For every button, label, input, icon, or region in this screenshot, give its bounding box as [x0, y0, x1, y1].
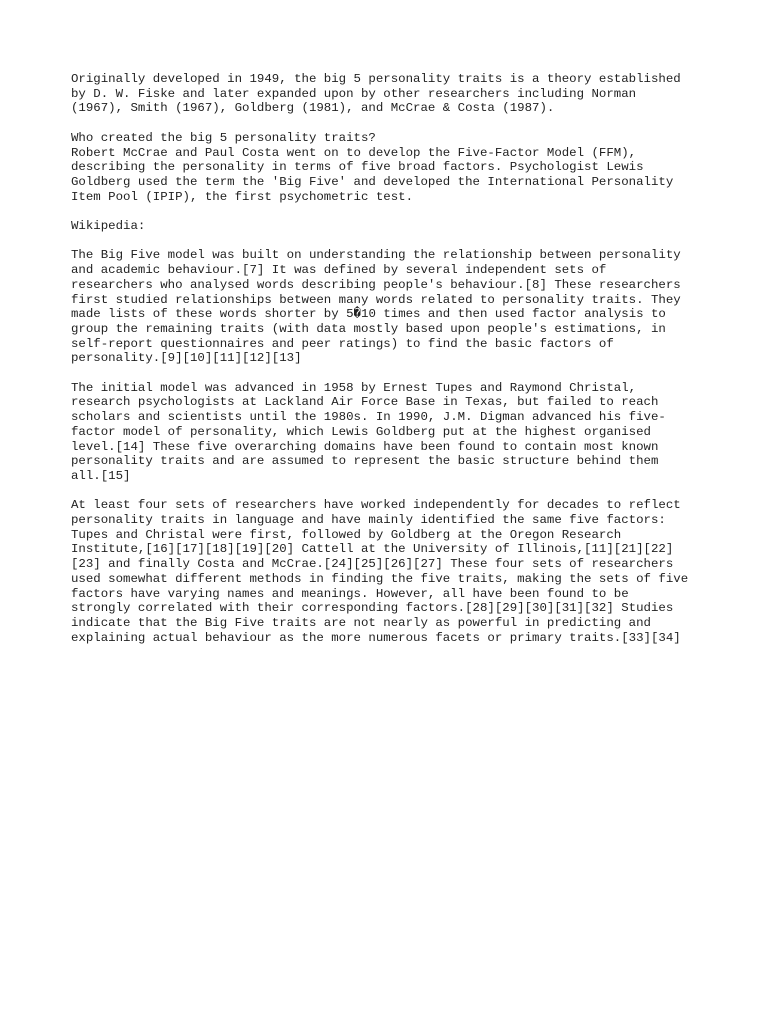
document-body — [71, 72, 711, 660]
text-line: personality traits in language and have mainly identified the same five factors: — [71, 513, 666, 528]
text-line: Originally developed in 1949, the big 5 personality traits is a theory established — [71, 72, 681, 86]
paragraph-wikipedia-label — [71, 219, 711, 234]
paragraph-who-created — [71, 131, 711, 205]
text-line: self-report questionnaires and peer ratings) to find the basic factors of — [71, 336, 614, 351]
text-line: and academic behaviour.[7] It was defined by several independent sets of — [71, 263, 607, 278]
text-line: factor model of personality, which Lewis Goldberg put at the highest organised — [71, 424, 651, 439]
text-line: level.[14] These five overarching domains have been found to contain most known — [71, 439, 659, 454]
text-line: Wikipedia: — [71, 219, 146, 233]
paragraph-initial-model — [71, 381, 711, 484]
text-line: Item Pool (IPIP), the first psychometric test. — [71, 189, 414, 204]
text-line: all.[15] — [71, 468, 131, 483]
text-line: (1967), Smith (1967), Goldberg (1981), and McCrae & Costa (1987). — [71, 101, 555, 116]
text-line: researchers who analysed words describing people's behaviour.[8] These researchers — [71, 277, 681, 292]
text-line: personality traits and are assumed to represent the basic structure behind them — [71, 454, 659, 469]
text-line: explaining actual behaviour as the more numerous facets or primary traits.[33][34] — [71, 630, 681, 645]
text-line: Tupes and Christal were first, followed by Goldberg at the Oregon Research — [71, 527, 622, 542]
text-line: The Big Five model was built on understanding the relationship between personality — [71, 248, 681, 263]
text-line: describing the personality in terms of five broad factors. Psychologist Lewis — [71, 160, 644, 175]
text-line: strongly correlated with their corresponding factors.[28][29][30][31][32] Studies — [71, 601, 674, 616]
text-line: first studied relationships between many words related to personality traits. They — [71, 292, 681, 307]
text-line: scholars and scientists until the 1980s. In 1990, J.M. Digman advanced his five- — [71, 410, 666, 425]
text-line: by D. W. Fiske and later expanded upon by other researchers including Norman — [71, 86, 637, 101]
text-line: The initial model was advanced in 1958 by Ernest Tupes and Raymond Christal, — [71, 380, 637, 395]
text-line: [23] and finally Costa and McCrae.[24][25][26][27] These four sets of researchers — [71, 557, 674, 572]
text-line: Who created the big 5 personality traits? — [71, 130, 376, 145]
text-line: indicate that the Big Five traits are not nearly as powerful in predicting and — [71, 615, 651, 630]
text-line: Robert McCrae and Paul Costa went on to develop the Five-Factor Model (FFM), — [71, 145, 637, 160]
text-line: personality.[9][10][11][12][13] — [71, 351, 302, 366]
text-line: factors have varying names and meanings. However, all have been found to be — [71, 586, 629, 601]
text-line: Goldberg used the term the 'Big Five' and developed the International Personality — [71, 174, 674, 189]
paragraph-four-sets — [71, 498, 711, 645]
paragraph-big-five-model — [71, 248, 711, 366]
text-line: group the remaining traits (with data mostly based upon people's estimations, in — [71, 321, 666, 336]
paragraph-intro — [71, 72, 711, 116]
text-line: used somewhat different methods in finding the five traits, making the sets of five — [71, 571, 689, 586]
text-line: made lists of these words shorter by 5�10 times and then used factor analysis to — [71, 307, 666, 322]
text-line: research psychologists at Lackland Air Force Base in Texas, but failed to reach — [71, 395, 659, 410]
text-line: At least four sets of researchers have worked independently for decades to reflect — [71, 498, 681, 513]
text-line: Institute,[16][17][18][19][20] Cattell at the University of Illinois,[11][21][22] — [71, 542, 674, 557]
